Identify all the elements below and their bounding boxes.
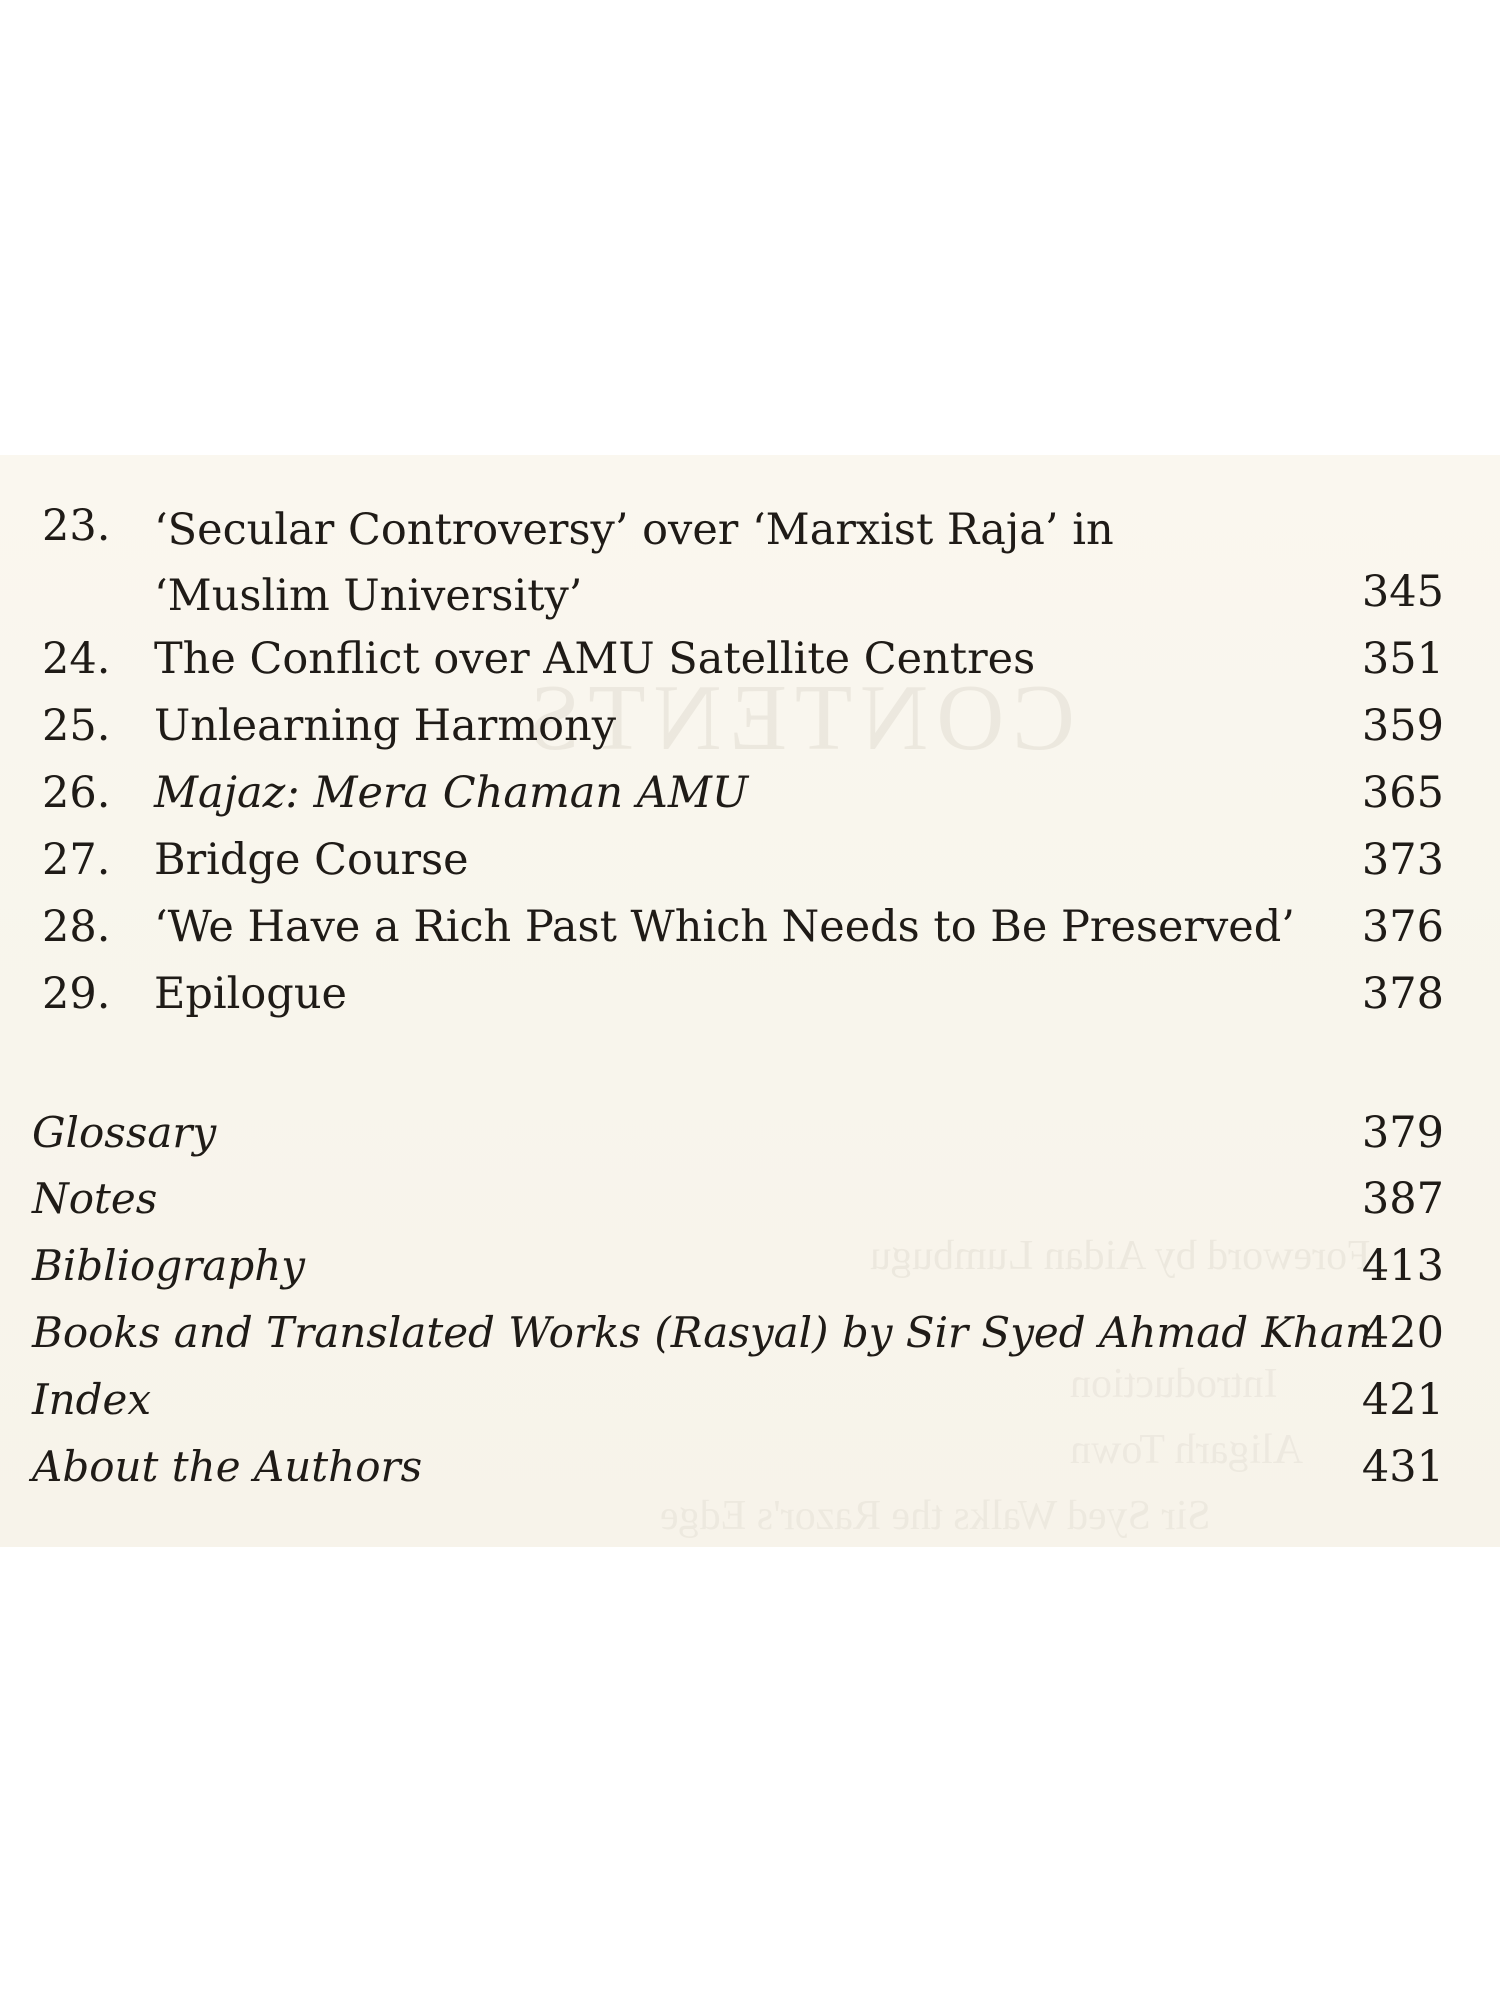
- back-matter-title: About the Authors: [32, 1442, 423, 1491]
- toc-entry-chapter-26[interactable]: [32, 764, 1444, 822]
- toc-entry-chapter-27[interactable]: [32, 831, 1444, 889]
- page-number: 431: [1361, 1442, 1444, 1492]
- show-through-text-artifact: Foreword by Aidan Lumbugu: [870, 1233, 1371, 1279]
- toc-entry-chapter-25[interactable]: [32, 697, 1444, 755]
- back-matter-title: Books and Translated Works (Rasyal) by Sir Syed Ahmad Khan: [32, 1308, 1373, 1357]
- chapter-title: Majaz: Mera Chaman AMU: [154, 768, 749, 818]
- toc-entry-chapter-24[interactable]: [32, 630, 1444, 688]
- chapter-number: 29.: [42, 969, 111, 1019]
- page-number: 373: [1361, 835, 1444, 885]
- page-number: 421: [1361, 1375, 1444, 1425]
- toc-entry-books-and-translated-works[interactable]: [32, 1304, 1444, 1362]
- chapter-title: The Conflict over AMU Satellite Centres: [154, 634, 1036, 684]
- back-matter-title: Bibliography: [32, 1241, 305, 1290]
- page-number: 376: [1361, 902, 1444, 952]
- show-through-text-artifact: Sir Syed Walks the Razor's Edge: [660, 1493, 1211, 1539]
- chapter-title: Unlearning Harmony: [154, 701, 616, 751]
- chapter-number: 26.: [42, 768, 111, 818]
- page-number: 359: [1361, 701, 1444, 751]
- show-through-text-artifact: Introduction: [1070, 1361, 1278, 1407]
- page-number: 365: [1361, 768, 1444, 818]
- page-number: 379: [1361, 1108, 1444, 1158]
- chapter-title: ‘We Have a Rich Past Which Needs to Be Preserved’: [154, 902, 1295, 952]
- toc-entry-notes[interactable]: [32, 1170, 1444, 1228]
- page-number: 345: [1361, 567, 1444, 617]
- chapter-number: 24.: [42, 634, 111, 684]
- page-number: 351: [1361, 634, 1444, 684]
- toc-entry-index[interactable]: [32, 1371, 1444, 1429]
- toc-entry-bibliography[interactable]: [32, 1237, 1444, 1295]
- chapter-number: 23.: [42, 501, 111, 551]
- chapter-title: Bridge Course: [154, 835, 469, 885]
- toc-entry-chapter-28[interactable]: [32, 898, 1444, 956]
- chapter-number: 25.: [42, 701, 111, 751]
- page-number: 413: [1361, 1241, 1444, 1291]
- page-number: 378: [1361, 969, 1444, 1019]
- toc-entry-chapter-23[interactable]: [32, 497, 1444, 623]
- toc-entry-glossary[interactable]: [32, 1104, 1444, 1162]
- chapter-number: 28.: [42, 902, 111, 952]
- show-through-heading-artifact: CONTENTS: [520, 666, 1075, 770]
- back-matter-title: Glossary: [32, 1108, 217, 1157]
- chapter-title: ‘Secular Controversy’ over ‘Marxist Raja’ in ‘Muslim University’: [154, 505, 1114, 621]
- show-through-text-artifact: Aligarh Town: [1070, 1427, 1304, 1473]
- back-matter-title: Notes: [32, 1174, 158, 1223]
- page-number: 420: [1361, 1308, 1444, 1358]
- page-number: 387: [1361, 1174, 1444, 1224]
- back-matter-title: Index: [32, 1375, 152, 1424]
- toc-entry-about-the-authors[interactable]: [32, 1438, 1444, 1496]
- toc-entry-chapter-29[interactable]: [32, 965, 1444, 1023]
- chapter-number: 27.: [42, 835, 111, 885]
- chapter-title: Epilogue: [154, 969, 347, 1019]
